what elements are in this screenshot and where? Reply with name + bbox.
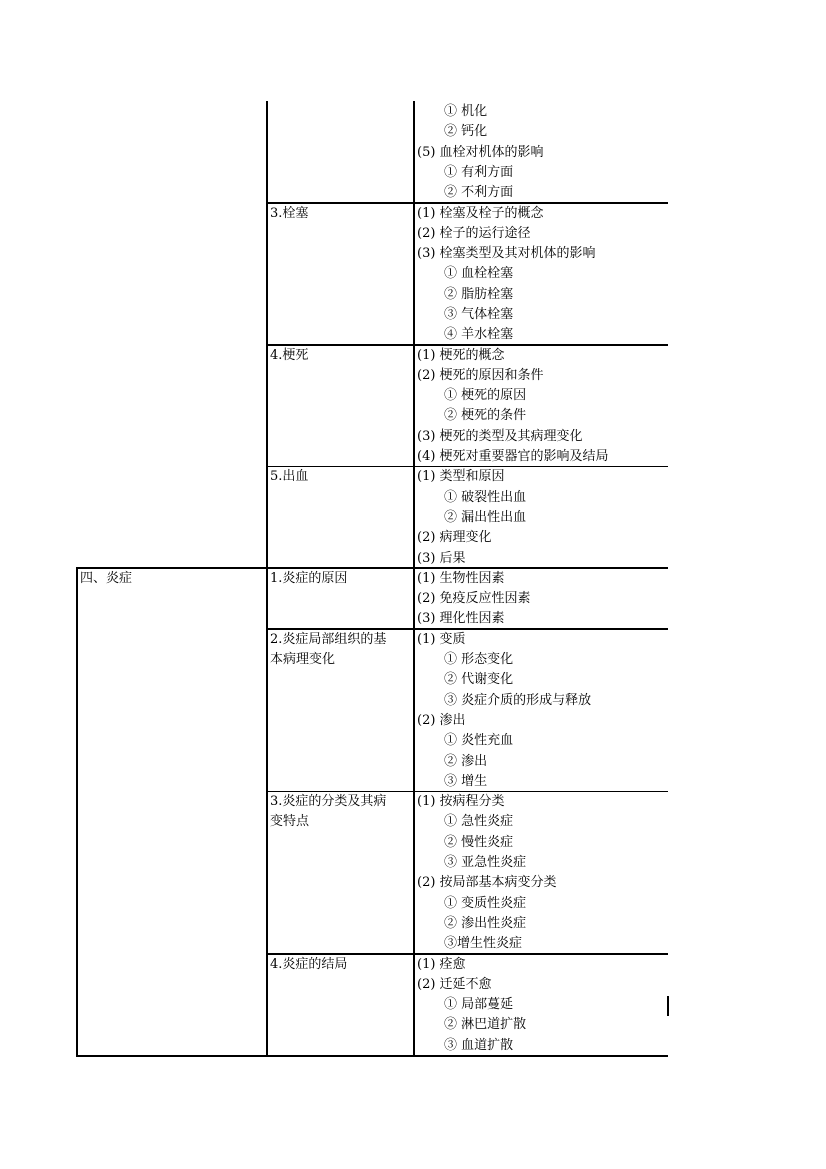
- list-item: (1) 按病程分类: [417, 794, 505, 810]
- row-divider: [76, 567, 668, 569]
- topic-label: 3.栓塞: [270, 205, 309, 221]
- list-item: (2) 迁延不愈: [417, 976, 492, 992]
- sub-item: ① 急性炎症: [444, 814, 514, 830]
- sub-item: ① 形态变化: [444, 652, 514, 668]
- topic-label: 4.炎症的结局: [270, 956, 348, 972]
- sub-item: ② 脂肪栓塞: [444, 286, 514, 302]
- row-divider: [266, 202, 668, 204]
- sub-item: ② 梗死的条件: [444, 408, 527, 424]
- category-cell: [77, 569, 132, 589]
- topic-label: 5.出血: [270, 469, 309, 485]
- topic-label: 3.炎症的分类及其病: [270, 794, 387, 810]
- items-cell: [414, 569, 531, 630]
- topic-label: 变特点: [270, 814, 310, 830]
- sub-item: ① 破裂性出血: [444, 489, 527, 505]
- column-divider: [76, 568, 78, 1056]
- sub-item: ③增生性炎症: [444, 936, 523, 952]
- sub-item: ③ 亚急性炎症: [444, 855, 527, 871]
- sub-item: ② 慢性炎症: [444, 834, 514, 850]
- list-item: (2) 免疫反应性因素: [417, 591, 531, 607]
- topic-label: 2.炎症局部组织的基: [270, 631, 387, 647]
- items-cell: [414, 630, 591, 792]
- table-bottom-border: [76, 1055, 668, 1057]
- column-divider: [413, 101, 415, 1055]
- column-divider: [266, 101, 268, 1055]
- topic-cell: [267, 204, 308, 224]
- list-item: (2) 渗出: [417, 712, 466, 728]
- sub-item: ① 炎性充血: [444, 733, 514, 749]
- list-item: (1) 类型和原因: [417, 469, 505, 485]
- sub-item: ② 代谢变化: [444, 672, 514, 688]
- list-item: (1) 栓塞及栓子的概念: [417, 205, 544, 221]
- list-item: (3) 梗死的类型及其病理变化: [417, 428, 583, 444]
- sub-item: ① 局部蔓延: [444, 997, 514, 1013]
- row-divider: [266, 628, 668, 630]
- list-item: (3) 理化性因素: [417, 611, 505, 627]
- row-divider: [266, 466, 668, 468]
- row-divider: [266, 953, 668, 955]
- sub-item: ③ 增生: [444, 773, 488, 789]
- sub-item: ③ 炎症介质的形成与释放: [444, 692, 592, 708]
- topic-cell: [267, 630, 386, 671]
- items-cell: [414, 792, 557, 954]
- list-item: (1) 变质: [417, 631, 466, 647]
- sub-item: ② 钙化: [444, 124, 488, 140]
- topic-label: 本病理变化: [270, 652, 336, 668]
- list-item: (2) 按局部基本病变分类: [417, 875, 557, 891]
- right-edge-mark: [667, 996, 669, 1016]
- items-cell: [414, 346, 609, 468]
- list-item: (1) 痊愈: [417, 956, 466, 972]
- sub-item: ① 机化: [444, 104, 488, 119]
- list-item: (2) 病理变化: [417, 530, 492, 546]
- row-divider: [266, 344, 668, 346]
- topic-cell: [267, 346, 308, 366]
- sub-item: ③ 血道扩散: [444, 1037, 514, 1053]
- sub-item: ① 有利方面: [444, 164, 514, 180]
- items-cell: [414, 467, 526, 568]
- list-item: (2) 栓子的运行途径: [417, 225, 531, 241]
- topic-cell: [267, 792, 386, 833]
- sub-item: ① 梗死的原因: [444, 388, 527, 404]
- sub-item: ② 淋巴道扩散: [444, 1017, 527, 1033]
- topic-cell: [267, 955, 347, 975]
- row-divider: [266, 791, 668, 793]
- category-label: 四、炎症: [80, 570, 133, 586]
- list-item: (3) 栓塞类型及其对机体的影响: [417, 246, 596, 262]
- sub-item: ① 血栓栓塞: [444, 266, 514, 282]
- sub-item: ② 不利方面: [444, 185, 514, 201]
- items-cell: [414, 102, 544, 203]
- list-item: (3) 后果: [417, 550, 466, 566]
- sub-item: ④ 羊水栓塞: [444, 327, 514, 343]
- topic-cell: [267, 467, 308, 487]
- sub-item: ② 渗出: [444, 753, 488, 769]
- list-item: (5) 血栓对机体的影响: [417, 144, 544, 160]
- items-cell: [414, 204, 596, 346]
- list-item: (2) 梗死的原因和条件: [417, 367, 544, 383]
- topic-cell: [267, 569, 347, 589]
- sub-item: ② 漏出性出血: [444, 509, 527, 525]
- topic-label: 1.炎症的原因: [270, 570, 348, 586]
- sub-item: ② 渗出性炎症: [444, 915, 527, 931]
- sub-item: ① 变质性炎症: [444, 895, 527, 911]
- topic-label: 4.梗死: [270, 347, 309, 363]
- list-item: (1) 生物性因素: [417, 570, 505, 586]
- items-cell: [414, 955, 526, 1056]
- list-item: (4) 梗死对重要器官的影响及结局: [417, 449, 609, 465]
- sub-item: ③ 气体栓塞: [444, 306, 514, 322]
- list-item: (1) 梗死的概念: [417, 347, 505, 363]
